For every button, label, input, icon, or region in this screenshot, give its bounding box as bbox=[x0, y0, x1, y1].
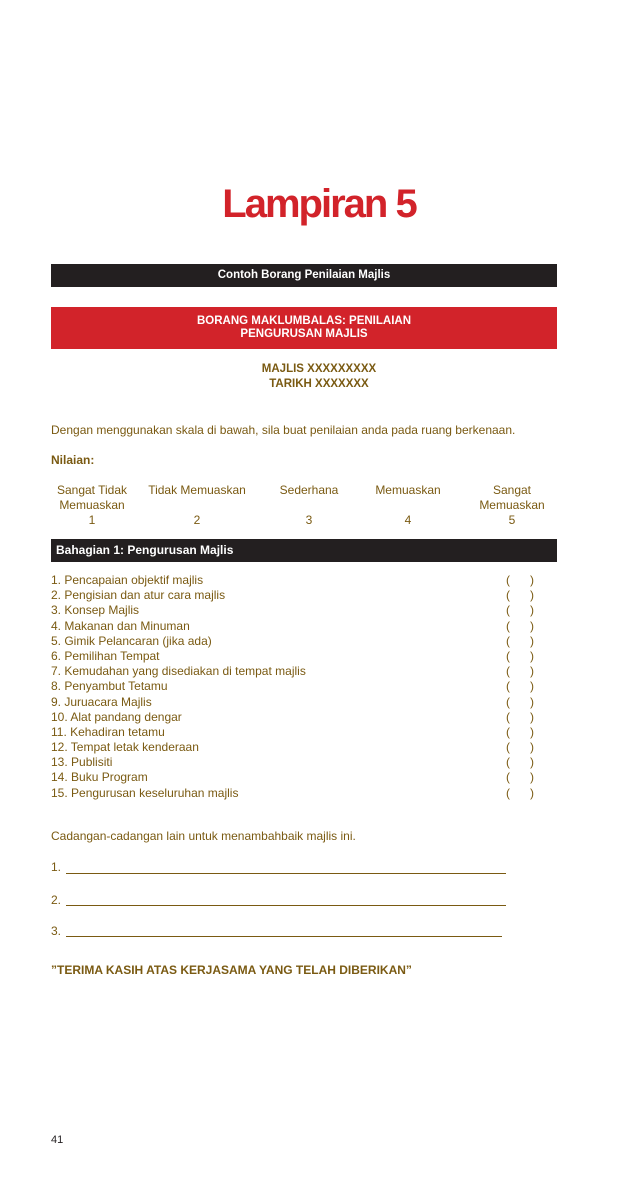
item-label: 4. Makanan dan Minuman bbox=[51, 618, 190, 633]
rating-box-close[interactable]: ) bbox=[530, 573, 534, 587]
rating-box-close[interactable]: ) bbox=[530, 648, 534, 663]
section-header: Bahagian 1: Pengurusan Majlis bbox=[51, 539, 557, 562]
rating-box-open[interactable]: ( bbox=[506, 709, 510, 724]
rating-box-close[interactable]: ) bbox=[530, 770, 534, 785]
suggestions-label: Cadangan-cadangan lain untuk menambahbaik majlis ini. bbox=[51, 829, 356, 843]
rating-box-close[interactable]: ) bbox=[530, 724, 534, 739]
rating-box-open[interactable]: ( bbox=[506, 664, 510, 679]
rating-box-open[interactable]: ( bbox=[506, 633, 510, 648]
scale-label: Memuaskan bbox=[59, 498, 125, 512]
rating-box-close[interactable]: ) bbox=[530, 679, 534, 694]
page-title: Lampiran 5 bbox=[222, 182, 416, 226]
scale-label: Sederhana bbox=[279, 483, 339, 497]
rating-box-open[interactable]: ( bbox=[506, 724, 510, 739]
rating-box-close[interactable]: ) bbox=[530, 664, 534, 679]
list-item bbox=[51, 786, 541, 801]
rating-box-open[interactable]: ( bbox=[506, 785, 510, 800]
suggestion-number: 3. bbox=[51, 924, 62, 938]
rating-box-close[interactable]: ) bbox=[530, 588, 534, 603]
scale-value: 3 bbox=[305, 513, 313, 527]
rating-box-close[interactable]: ) bbox=[530, 709, 534, 724]
scale-label: Memuaskan bbox=[375, 483, 441, 497]
rating-box-open[interactable]: ( bbox=[506, 588, 510, 603]
scale-option bbox=[466, 483, 558, 528]
item-label: 10. Alat pandang dengar bbox=[51, 709, 182, 724]
item-label: 13. Publisiti bbox=[51, 755, 113, 770]
rating-box-close[interactable]: ) bbox=[530, 694, 534, 709]
form-title-line2: PENGURUSAN MAJLIS bbox=[240, 328, 368, 340]
item-label: 14. Buku Program bbox=[51, 770, 148, 785]
rating-box-open[interactable]: ( bbox=[506, 755, 510, 770]
item-label: 8. Penyambut Tetamu bbox=[51, 679, 168, 694]
rating-box-open[interactable]: ( bbox=[506, 573, 510, 587]
suggestion-number: 1. bbox=[51, 860, 62, 874]
rating-box-close[interactable]: ) bbox=[530, 618, 534, 633]
suggestion-line-2[interactable] bbox=[66, 905, 506, 906]
rating-box-open[interactable]: ( bbox=[506, 694, 510, 709]
list-item bbox=[51, 619, 541, 634]
item-label: 9. Juruacara Majlis bbox=[51, 694, 152, 709]
instruction-text: Dengan menggunakan skala di bawah, sila buat penilaian anda pada ruang berkenaan. bbox=[51, 423, 516, 437]
list-item bbox=[51, 588, 541, 603]
scale-label: Tidak Memuaskan bbox=[148, 483, 246, 497]
scale-value: 1 bbox=[88, 513, 96, 527]
rating-box-open[interactable]: ( bbox=[506, 648, 510, 663]
list-item bbox=[51, 634, 541, 649]
rating-box-close[interactable]: ) bbox=[530, 755, 534, 770]
scale-value: 5 bbox=[508, 513, 516, 527]
suggestion-line-3[interactable] bbox=[66, 936, 502, 937]
suggestion-number: 2. bbox=[51, 893, 62, 907]
closing-message: ”TERIMA KASIH ATAS KERJASAMA YANG TELAH DIBERIKAN” bbox=[51, 963, 412, 977]
scale-label: Sangat bbox=[492, 483, 532, 497]
scale-option bbox=[362, 483, 454, 528]
scale-option bbox=[263, 483, 355, 528]
subtitle-bar: Contoh Borang Penilaian Majlis bbox=[51, 264, 557, 287]
list-item bbox=[51, 679, 541, 694]
scale-option bbox=[46, 483, 138, 528]
item-label: 15. Pengurusan keseluruhan majlis bbox=[51, 785, 239, 800]
list-item bbox=[51, 740, 541, 755]
scale-label: Memuaskan bbox=[479, 498, 545, 512]
scale-value: 2 bbox=[193, 513, 201, 527]
event-name: MAJLIS XXXXXXXXX bbox=[261, 363, 377, 375]
rating-box-open[interactable]: ( bbox=[506, 770, 510, 785]
rating-box-close[interactable]: ) bbox=[530, 785, 534, 800]
list-item bbox=[51, 649, 541, 664]
item-label: 11. Kehadiran tetamu bbox=[51, 724, 165, 739]
item-label: 6. Pemilihan Tempat bbox=[51, 648, 160, 663]
rating-items-list bbox=[51, 573, 541, 801]
item-label: 12. Tempat letak kenderaan bbox=[51, 740, 199, 755]
rating-box-close[interactable]: ) bbox=[530, 633, 534, 648]
rating-box-open[interactable]: ( bbox=[506, 679, 510, 694]
form-title-bar bbox=[51, 307, 557, 349]
rating-box-close[interactable]: ) bbox=[530, 740, 534, 755]
list-item bbox=[51, 695, 541, 710]
list-item bbox=[51, 770, 541, 785]
rating-label: Nilaian: bbox=[51, 453, 95, 467]
form-title-line1: BORANG MAKLUMBALAS: PENILAIAN bbox=[196, 315, 411, 327]
rating-box-open[interactable]: ( bbox=[506, 618, 510, 633]
list-item bbox=[51, 725, 541, 740]
item-label: 7. Kemudahan yang disediakan di tempat majlis bbox=[51, 664, 306, 679]
rating-box-open[interactable]: ( bbox=[506, 603, 510, 618]
suggestion-line-1[interactable] bbox=[66, 873, 506, 874]
item-label: 5. Gimik Pelancaran (jika ada) bbox=[51, 633, 212, 648]
scale-label: Sangat Tidak bbox=[56, 483, 128, 497]
list-item bbox=[51, 710, 541, 725]
scale-option bbox=[141, 483, 253, 528]
rating-box-open[interactable]: ( bbox=[506, 740, 510, 755]
item-label: 2. Pengisian dan atur cara majlis bbox=[51, 588, 226, 603]
list-item bbox=[51, 603, 541, 618]
list-item bbox=[51, 664, 541, 679]
scale-value: 4 bbox=[404, 513, 412, 527]
list-item bbox=[51, 755, 541, 770]
event-date: TARIKH XXXXXXX bbox=[269, 378, 369, 390]
item-label: 3. Konsep Majlis bbox=[51, 603, 140, 618]
rating-box-close[interactable]: ) bbox=[530, 603, 534, 618]
item-label: 1. Pencapaian objektif majlis bbox=[51, 573, 204, 587]
page-number: 41 bbox=[51, 1134, 64, 1146]
list-item bbox=[51, 573, 541, 588]
